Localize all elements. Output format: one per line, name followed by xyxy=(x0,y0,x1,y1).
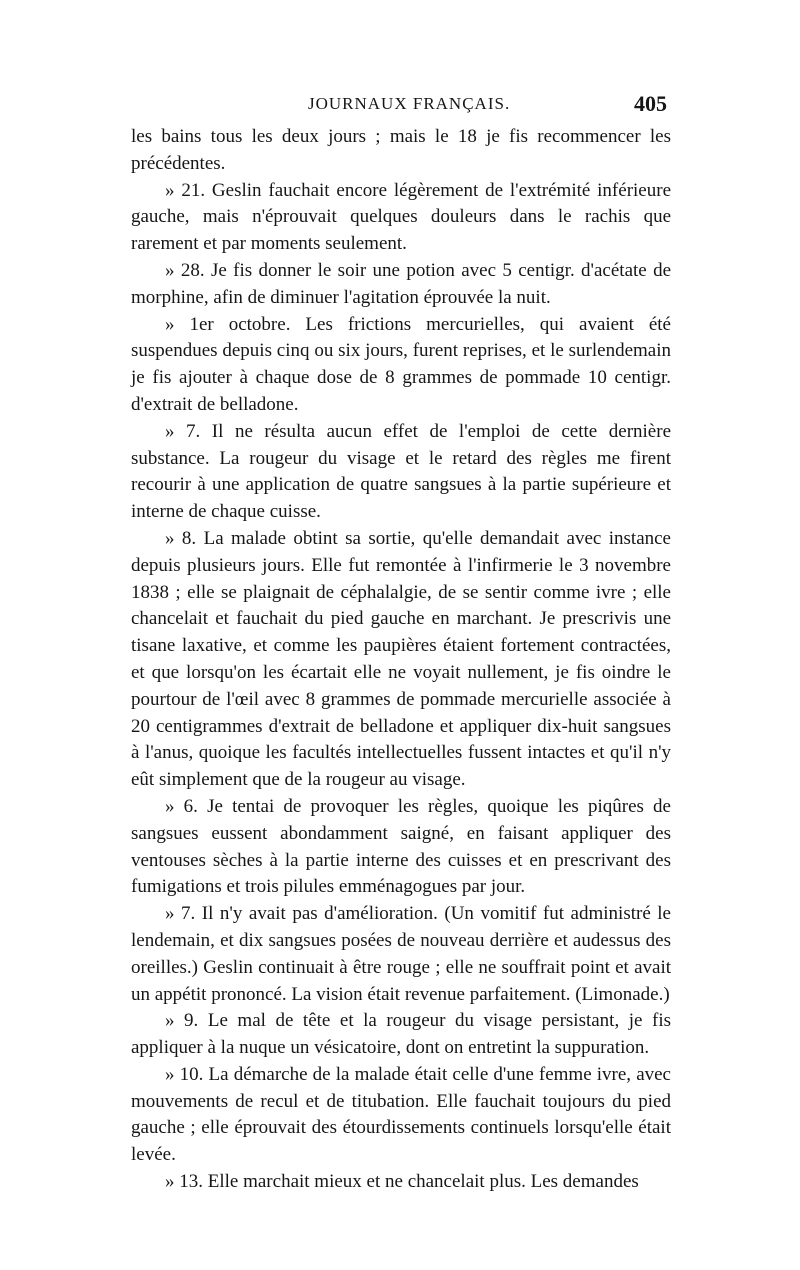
page-number: 405 xyxy=(634,91,667,116)
running-title: JOURNAUX FRANÇAIS. xyxy=(308,94,511,113)
paragraph-entry-7-second: » 7. Il n'y avait pas d'amélioration. (Un vomitif fut administré le lendemain, et dix sangsues posées de nouveau derrière et audessus des oreilles.) Geslin continuait à être rouge ; elle ne souffrait point et avait un appétit prononcé. La vision était revenue parfaitement. (Limonade.) xyxy=(131,903,671,1005)
paragraph-entry-8: » 8. La malade obtint sa sortie, qu'elle demandait avec instance depuis plusieurs jours. Elle fut remontée à l'infirmerie le 3 novembre 1838 ; elle se plaignait de céphalalgie, de se sentir comme ivre ; elle chancelait et fauchait du pied gauche en marchant. Je prescrivis une tisane laxative, et comme les paupières étaient fortement contractées, et que lorsqu'on les écartait elle ne voyait nullement, je fis oindre le pourtour de l'œil avec 8 grammes de pommade mercurielle associée à 20 centigrammes d'extrait de belladone et appliquer dix-huit sangsues à l'anus, quoique les facultés intellectuelles fussent intactes et qu'il n'y eût simplement que de la rougeur au visage. xyxy=(131,527,671,791)
body-text xyxy=(131,124,671,1196)
paragraph-entry-10: » 10. La démarche de la malade était celle d'une femme ivre, avec mouvements de recul et de titubation. Elle fauchait toujours du pied gauche ; elle éprouvait des étourdissements continuels lorsqu'elle était levée. xyxy=(131,1063,671,1166)
paragraph-entry-6: » 6. Je tentai de provoquer les règles, quoique les piqûres de sangsues eussent abondamment saigné, en faisant appliquer des ventouses sèches à la partie interne des cuisses et en prescrivant des fumigations et trois pilules emménagogues par jour. xyxy=(131,795,671,898)
paragraph-entry-21: » 21. Geslin fauchait encore légèrement de l'extrémité inférieure gauche, mais n'éprouvait quelques douleurs dans le rachis que rarement et par moments seulement. xyxy=(131,179,671,255)
paragraph-continued: les bains tous les deux jours ; mais le 18 je fis recommencer les précédentes. xyxy=(131,126,671,174)
paragraph-entry-13: » 13. Elle marchait mieux et ne chancelait plus. Les demandes xyxy=(165,1171,639,1193)
paragraph-entry-9: » 9. Le mal de tête et la rougeur du visage persistant, je fis appliquer à la nuque un vésicatoire, dont on entretint la suppuration. xyxy=(131,1010,671,1059)
paragraph-entry-7: » 7. Il ne résulta aucun effet de l'emploi de cette dernière substance. La rougeur du visage et le retard des règles me firent recourir à une application de quatre sangsues à la partie supérieure et interne de chaque cuisse. xyxy=(131,420,671,523)
paragraph-entry-1er-octobre: » 1er octobre. Les frictions mercurielles, qui avaient été suspendues depuis cinq ou six jours, furent reprises, et le surlendemain je fis ajouter à chaque dose de 8 grammes de pommade 10 centigr. d'extrait de belladone. xyxy=(131,313,671,415)
paragraph-entry-28: » 28. Je fis donner le soir une potion avec 5 centigr. d'acétate de morphine, afin de diminuer l'agitation éprouvée la nuit. xyxy=(131,259,671,308)
running-head xyxy=(0,88,800,120)
